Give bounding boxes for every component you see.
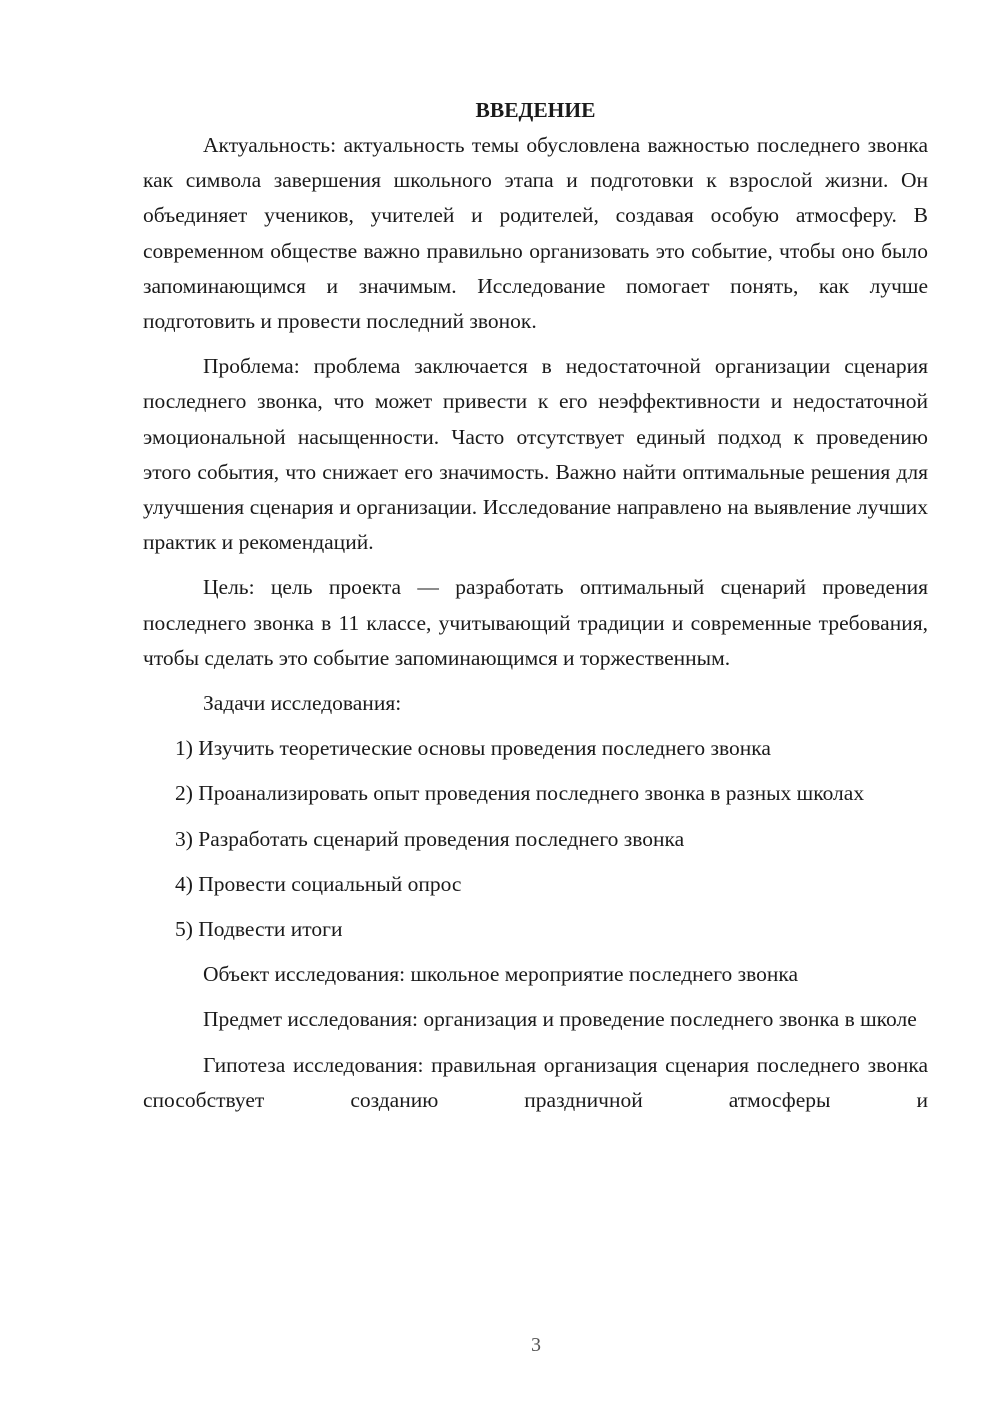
- list-item: 1) Изучить теоретические основы проведения последнего звонка: [175, 736, 771, 761]
- paragraph-subject: Предмет исследования: организация и проведение последнего звонка в школе: [203, 1007, 917, 1032]
- paragraph-hypothesis: Гипотеза исследования: правильная организация сценария последнего звонка способствует созданию праздничной атмосферы и: [143, 1052, 928, 1112]
- list-item: 5) Подвести итоги: [175, 917, 343, 942]
- paragraph-problem: Проблема: проблема заключается в недостаточной организации сценария последнего звонка, что может привести к его неэффективности и недостаточной эмоциональной насыщенности. Часто отсутствует единый подход к проведению этого события, что снижает его значимость. Важно найти оптимальные решения для улучшения сценария и организации. Исследование направлено на выявление лучших практик и рекомендаций.: [143, 354, 928, 555]
- paragraph-relevance: Актуальность: актуальность темы обусловлена важностью последнего звонка как символа завершения школьного этапа и подготовки к взрослой жизни. Он объединяет учеников, учителей и родителей, создавая особую атмосферу. В современном обществе важно правильно организовать это событие, чтобы оно было запоминающимся и значимым. Исследование помогает понять, как лучше подготовить и провести последний звонок.: [143, 133, 928, 334]
- list-item: 4) Провести социальный опрос: [175, 871, 462, 896]
- page-title: ВВЕДЕНИЕ: [475, 98, 596, 122]
- page-number: 3: [531, 1334, 541, 1356]
- paragraph-goal: Цель: цель проекта — разработать оптимальный сценарий проведения последнего звонка в 11 классе, учитывающий традиции и современные требования, чтобы сделать это событие запоминающимся и торжественным.: [143, 575, 928, 670]
- tasks-list: [143, 731, 928, 947]
- list-item: 2) Проанализировать опыт проведения последнего звонка в разных школах: [175, 781, 865, 806]
- tasks-title: Задачи исследования:: [203, 691, 402, 716]
- paragraph-object: Объект исследования: школьное мероприятие последнего звонка: [203, 962, 799, 987]
- list-item: 3) Разработать сценарий проведения последнего звонка: [175, 826, 685, 851]
- document-page: [143, 92, 928, 1128]
